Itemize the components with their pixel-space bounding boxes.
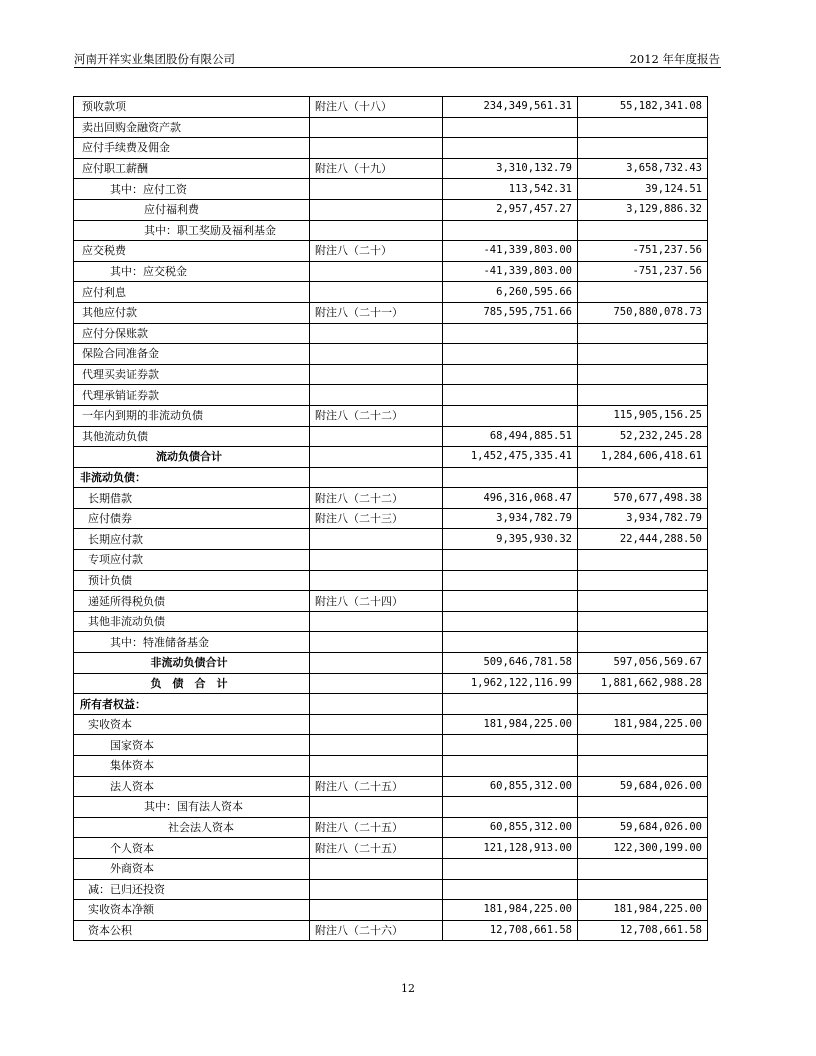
row-note [310,673,443,694]
table-row [74,179,708,200]
row-item-label: 应付福利费 [74,199,310,220]
row-value-current [443,550,578,571]
row-value-current: 2,957,457.27 [443,199,578,220]
row-note: 附注八（二十三） [310,508,443,529]
row-value-current [443,735,578,756]
table-row [74,858,708,879]
row-item-label: 其中：国有法人资本 [74,797,310,818]
row-value-previous [578,632,708,653]
row-value-current [443,364,578,385]
row-item-label: 应付利息 [74,282,310,303]
row-item-label: 递延所得税负债 [74,591,310,612]
table-row [74,241,708,262]
row-value-current [443,344,578,365]
table-row [74,385,708,406]
report-title: 2012 年年度报告 [629,52,720,66]
row-value-current: 785,595,751.66 [443,302,578,323]
table-row [74,261,708,282]
row-value-current: 181,984,225.00 [443,714,578,735]
row-value-previous: 122,300,199.00 [578,838,708,859]
row-note [310,282,443,303]
row-item-label: 代理买卖证券款 [74,364,310,385]
row-value-previous: 1,284,606,418.61 [578,447,708,468]
row-value-current [443,570,578,591]
row-note [310,632,443,653]
row-note [310,694,443,715]
row-value-previous [578,735,708,756]
row-note: 附注八（十八） [310,97,443,118]
row-note [310,385,443,406]
row-item-label: 长期借款 [74,488,310,509]
row-note [310,570,443,591]
row-note [310,467,443,488]
table-row [74,673,708,694]
row-note: 附注八（二十二） [310,488,443,509]
row-value-current: 234,349,561.31 [443,97,578,118]
table-row [74,838,708,859]
row-item-label: 非流动负债合计 [74,653,310,674]
row-value-current [443,220,578,241]
row-note [310,117,443,138]
row-value-previous: -751,237.56 [578,241,708,262]
row-value-previous [578,611,708,632]
row-value-previous [578,364,708,385]
row-value-current [443,611,578,632]
row-value-current [443,323,578,344]
table-row [74,714,708,735]
row-item-label: 其中：应付工资 [74,179,310,200]
table-row [74,426,708,447]
row-note: 附注八（十九） [310,158,443,179]
row-value-previous [578,385,708,406]
table-row [74,879,708,900]
row-note [310,550,443,571]
row-value-previous [578,694,708,715]
row-note [310,858,443,879]
row-item-label: 长期应付款 [74,529,310,550]
row-value-current: -41,339,803.00 [443,241,578,262]
row-note: 附注八（二十） [310,241,443,262]
table-row [74,364,708,385]
balance-sheet-table [73,96,708,941]
row-value-previous: 52,232,245.28 [578,426,708,447]
table-row [74,900,708,921]
row-value-previous: 59,684,026.00 [578,776,708,797]
row-item-label: 社会法人资本 [74,817,310,838]
table-row [74,97,708,118]
row-item-label: 流动负债合计 [74,447,310,468]
row-value-current: 1,452,475,335.41 [443,447,578,468]
row-note [310,879,443,900]
table-row [74,323,708,344]
row-value-previous: 597,056,569.67 [578,653,708,674]
row-note [310,447,443,468]
table-row [74,653,708,674]
page-header [74,51,720,67]
table-row [74,632,708,653]
row-value-previous [578,138,708,159]
row-value-current: 60,855,312.00 [443,776,578,797]
row-value-current: 121,128,913.00 [443,838,578,859]
row-value-previous [578,858,708,879]
table-row [74,282,708,303]
row-value-previous: 115,905,156.25 [578,405,708,426]
row-item-label: 实收资本 [74,714,310,735]
row-note: 附注八（二十四） [310,591,443,612]
table-row [74,529,708,550]
row-value-previous [578,220,708,241]
row-value-previous [578,323,708,344]
table-row [74,756,708,777]
row-item-label: 应交税费 [74,241,310,262]
row-note: 附注八（二十六） [310,920,443,941]
table-row [74,158,708,179]
row-value-current: 9,395,930.32 [443,529,578,550]
row-item-label: 其中：特准储备基金 [74,632,310,653]
row-item-label: 保险合同准备金 [74,344,310,365]
row-item-label: 集体资本 [74,756,310,777]
row-note [310,261,443,282]
row-note [310,344,443,365]
row-value-previous: 181,984,225.00 [578,900,708,921]
row-value-current: 496,316,068.47 [443,488,578,509]
row-value-current: 60,855,312.00 [443,817,578,838]
row-note [310,220,443,241]
row-item-label: 其他流动负债 [74,426,310,447]
table-row [74,920,708,941]
table-row [74,117,708,138]
row-item-label: 外商资本 [74,858,310,879]
row-note [310,653,443,674]
table-row [74,550,708,571]
row-value-current: 6,260,595.66 [443,282,578,303]
balance-sheet-body [74,97,708,941]
company-name: 河南开祥实业集团股份有限公司 [74,52,235,66]
table-row [74,817,708,838]
row-value-previous [578,344,708,365]
row-value-current [443,756,578,777]
row-item-label: 专项应付款 [74,550,310,571]
row-item-label: 法人资本 [74,776,310,797]
row-value-previous: 3,658,732.43 [578,158,708,179]
table-row [74,447,708,468]
row-value-previous [578,591,708,612]
row-value-current [443,467,578,488]
row-item-label: 实收资本净额 [74,900,310,921]
row-value-previous: 55,182,341.08 [578,97,708,118]
row-note [310,611,443,632]
row-value-previous [578,797,708,818]
table-row [74,611,708,632]
row-value-current: 181,984,225.00 [443,900,578,921]
row-item-label: 资本公积 [74,920,310,941]
row-note [310,138,443,159]
row-value-previous: 181,984,225.00 [578,714,708,735]
row-note [310,714,443,735]
row-value-previous [578,117,708,138]
row-note [310,364,443,385]
row-value-previous: 1,881,662,988.28 [578,673,708,694]
row-note: 附注八（二十一） [310,302,443,323]
row-note [310,179,443,200]
row-note: 附注八（二十二） [310,405,443,426]
row-value-previous [578,467,708,488]
row-note: 附注八（二十五） [310,838,443,859]
row-value-previous: 570,677,498.38 [578,488,708,509]
row-item-label: 减：已归还投资 [74,879,310,900]
row-value-current [443,385,578,406]
table-row [74,199,708,220]
row-value-current [443,591,578,612]
row-value-previous: 59,684,026.00 [578,817,708,838]
row-value-current: 113,542.31 [443,179,578,200]
table-row [74,735,708,756]
row-note [310,199,443,220]
row-item-label: 其他应付款 [74,302,310,323]
row-value-current: 12,708,661.58 [443,920,578,941]
row-note [310,426,443,447]
table-row [74,694,708,715]
row-note: 附注八（二十五） [310,817,443,838]
row-note [310,735,443,756]
row-value-current: -41,339,803.00 [443,261,578,282]
row-item-label: 其中：职工奖励及福利基金 [74,220,310,241]
table-row [74,302,708,323]
table-row [74,591,708,612]
row-value-current [443,879,578,900]
row-value-current [443,632,578,653]
row-item-label: 预计负债 [74,570,310,591]
row-value-current [443,405,578,426]
table-row [74,797,708,818]
row-value-previous [578,756,708,777]
row-item-label: 应付职工薪酬 [74,158,310,179]
row-value-current: 3,310,132.79 [443,158,578,179]
row-note: 附注八（二十五） [310,776,443,797]
row-item-label: 代理承销证券款 [74,385,310,406]
row-value-previous [578,282,708,303]
row-value-previous: 12,708,661.58 [578,920,708,941]
row-item-label: 一年内到期的非流动负债 [74,405,310,426]
row-value-previous: 3,934,782.79 [578,508,708,529]
header-rule [74,67,721,68]
row-value-current [443,858,578,879]
row-item-label: 负 债 合 计 [74,673,310,694]
row-value-current: 3,934,782.79 [443,508,578,529]
table-row [74,467,708,488]
row-value-previous: -751,237.56 [578,261,708,282]
row-value-previous [578,879,708,900]
row-value-current [443,797,578,818]
row-value-previous: 39,124.51 [578,179,708,200]
table-row [74,220,708,241]
row-note [310,756,443,777]
row-value-previous [578,570,708,591]
row-item-label: 应付分保账款 [74,323,310,344]
table-row [74,405,708,426]
row-note [310,529,443,550]
table-row [74,570,708,591]
table-row [74,344,708,365]
row-note [310,323,443,344]
row-item-label: 应付手续费及佣金 [74,138,310,159]
row-note [310,797,443,818]
row-note [310,900,443,921]
table-row [74,776,708,797]
row-value-previous: 22,444,288.50 [578,529,708,550]
table-row [74,488,708,509]
row-item-label: 所有者权益： [74,694,310,715]
row-item-label: 应付债券 [74,508,310,529]
table-row [74,138,708,159]
row-item-label: 预收款项 [74,97,310,118]
row-item-label: 国家资本 [74,735,310,756]
row-value-current [443,694,578,715]
row-item-label: 非流动负债： [74,467,310,488]
row-value-previous: 3,129,886.32 [578,199,708,220]
table-row [74,508,708,529]
row-value-current: 1,962,122,116.99 [443,673,578,694]
row-item-label: 卖出回购金融资产款 [74,117,310,138]
row-value-current: 509,646,781.58 [443,653,578,674]
row-item-label: 其中：应交税金 [74,261,310,282]
row-value-current [443,117,578,138]
row-item-label: 个人资本 [74,838,310,859]
row-value-previous: 750,880,078.73 [578,302,708,323]
row-value-current [443,138,578,159]
row-item-label: 其他非流动负债 [74,611,310,632]
row-value-previous [578,550,708,571]
page-number: 12 [401,982,415,995]
row-value-current: 68,494,885.51 [443,426,578,447]
